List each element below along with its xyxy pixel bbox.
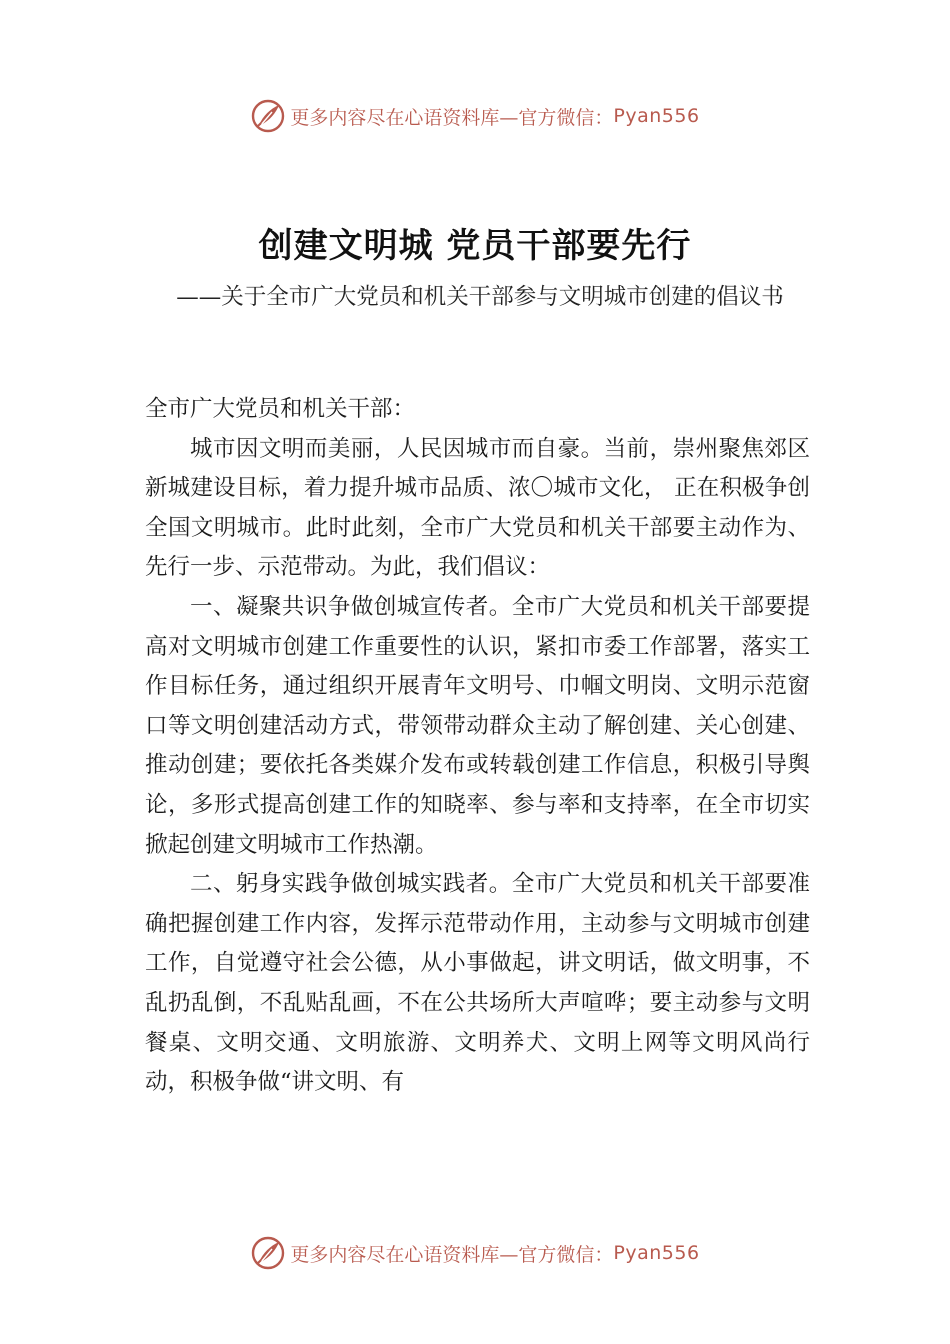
paragraph-point-one: 一、凝聚共识争做创城宣传者。全市广大党员和机关干部要提高对文明城市创建工作重要性的认识，紧扣市委工作部署，落实工作目标任务，通过组织开展青年文明号、巾帼文明岗、文明示范窗口等文明创建活动方式，带领带动群众主动了解创建、关心创建、推动创建；要依托各类媒介发布或转载创建工作信息，积极引导舆论，多形式提高创建工作的知晓率、参与率和支持率，在全市切实掀起创建文明城市工作热潮。 (145, 593, 810, 858)
document-body (145, 390, 810, 1103)
document-title: 创建文明城 党员干部要先行 (258, 226, 692, 266)
quill-pen-logo-icon (250, 98, 286, 134)
footer-watermark (0, 1233, 950, 1273)
header-watermark (0, 96, 950, 136)
paragraph-point-two: 二、躬身实践争做创城实践者。全市广大党员和机关干部要准确把握创建工作内容，发挥示范带动作用，主动参与文明城市创建工作，自觉遵守社会公德，从小事做起，讲文明话，做文明事，不乱扔乱倒，不乱贴乱画，不在公共场所大声喧哗；要主动参与文明餐桌、文明交通、文明旅游、文明养犬、文明上网等文明风尚行动，积极争做“讲文明、有 (145, 871, 810, 1096)
watermark-text: 更多内容尽在心语资料库—官方微信： (290, 106, 614, 129)
document-subtitle: ——关于全市广大党员和机关干部参与文明城市创建的倡议书 (176, 284, 784, 310)
salutation: 全市广大党员和机关干部： (145, 396, 416, 422)
watermark-text: 更多内容尽在心语资料库—官方微信： (290, 1243, 614, 1266)
watermark-wechat-handle: Pyan556 (613, 1242, 700, 1264)
paragraph-intro: 城市因文明而美丽，人民因城市而自豪。当前，崇州聚焦郊区新城建设目标，着力提升城市品质、浓〇城市文化， 正在积极争创全国文明城市。此时此刻，全市广大党员和机关干部要主动作为、先行一步、示范带动。为此，我们倡议： (145, 435, 810, 581)
quill-pen-logo-icon (250, 1235, 286, 1271)
watermark-wechat-handle: Pyan556 (613, 105, 700, 127)
